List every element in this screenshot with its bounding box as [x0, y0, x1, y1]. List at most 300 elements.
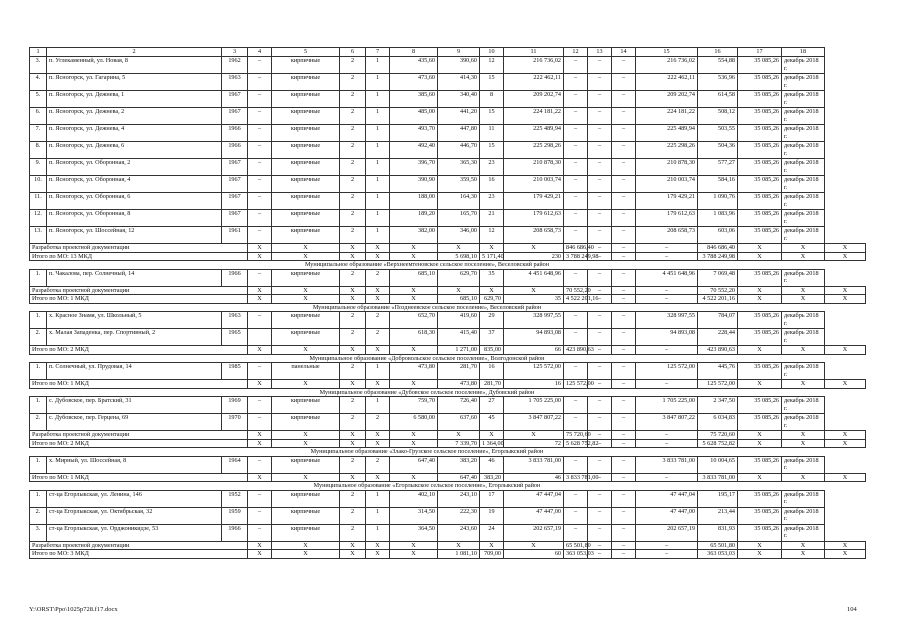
table-cell: 3 833 781,00 — [504, 456, 564, 473]
table-cell: 504,36 — [698, 142, 738, 159]
table-cell: 340,40 — [438, 91, 480, 108]
table-cell: декабрь 2018 г. — [782, 269, 825, 286]
table-cell: 2 — [340, 74, 366, 91]
address-cell: п. Ясногорск, ул. Дежнева, 2 — [47, 108, 222, 125]
address-cell: х. Малая Западенка, пер. Спортивный, 2 — [47, 329, 222, 346]
table-cell: декабрь 2018 г. — [782, 125, 825, 142]
table-row — [30, 91, 866, 108]
summary-cell: – — [588, 252, 612, 261]
table-cell: 10 004,65 — [698, 456, 738, 473]
address-cell: ст-ца Егорлыкская, ул. Орджоникидзе, 53 — [47, 524, 222, 541]
table-cell: 179 612,63 — [504, 210, 564, 227]
table-cell: 1 — [366, 159, 390, 176]
table-cell: 224 181,22 — [636, 108, 698, 125]
summary-cell: – — [612, 244, 636, 253]
summary-cell: 125 572,00 — [698, 380, 738, 389]
table-cell: 784,07 — [698, 312, 738, 329]
section-title: Муниципальное образование «Злако-Грузское сельское поселение», Егорлыкский район — [30, 448, 825, 457]
table-cell: – — [248, 227, 272, 244]
table-cell: 29 — [480, 312, 504, 329]
table-cell: 47 447,04 — [636, 490, 698, 507]
table-cell: 8. — [30, 142, 47, 159]
table-cell: 1 — [366, 524, 390, 541]
summary-cell: X — [272, 541, 340, 550]
table-cell: 179 429,21 — [636, 193, 698, 210]
summary-cell: X — [738, 550, 782, 559]
table-cell: – — [588, 159, 612, 176]
summary-cell: X — [272, 380, 340, 389]
summary-cell: 1 271,00 — [438, 346, 480, 355]
summary-cell: X — [248, 295, 272, 304]
table-cell: 225 298,26 — [504, 142, 564, 159]
table-cell: 346,00 — [438, 227, 480, 244]
summary-cell: X — [272, 252, 340, 261]
table-cell: 446,70 — [438, 142, 480, 159]
table-cell: кирпичные — [272, 210, 340, 227]
summary-label: Итого по МО: 1 МКД — [30, 380, 248, 389]
table-cell: 4 451 648,96 — [636, 269, 698, 286]
summary-cell: – — [588, 244, 612, 253]
table-cell: – — [588, 57, 612, 74]
summary-cell: X — [782, 431, 825, 440]
table-cell: 759,70 — [390, 397, 438, 414]
header-cell: 16 — [698, 48, 738, 57]
table-cell: – — [564, 329, 588, 346]
table-cell: – — [564, 312, 588, 329]
table-cell: 202 657,19 — [504, 524, 564, 541]
table-cell: – — [612, 507, 636, 524]
table-cell: 2 — [340, 414, 366, 431]
summary-cell: – — [612, 346, 636, 355]
table-cell: 2 347,50 — [698, 397, 738, 414]
address-cell: ст-ца Егорлыкская, ул. Октябрьская, 32 — [47, 507, 222, 524]
table-cell: – — [564, 227, 588, 244]
table-cell: 603,06 — [698, 227, 738, 244]
table-cell: 21 — [480, 210, 504, 227]
section-title: Муниципальное образование «Верхнеемтеновское сельское поселение», Веселовский район — [30, 261, 825, 270]
table-cell: – — [564, 456, 588, 473]
summary-cell: X — [390, 244, 438, 253]
summary-cell: X — [438, 431, 480, 440]
table-cell: 37 — [480, 329, 504, 346]
table-cell: – — [588, 456, 612, 473]
summary-cell: X — [248, 431, 272, 440]
table-cell: декабрь 2018 г. — [782, 414, 825, 431]
table-cell: декабрь 2018 г. — [782, 490, 825, 507]
table-cell: 35 085,26 — [738, 176, 782, 193]
summary-label: Итого по МО: 2 МКД — [30, 439, 248, 448]
summary-cell: X — [366, 541, 390, 550]
table-cell: – — [564, 210, 588, 227]
summary-cell: 709,00 — [480, 550, 504, 559]
header-cell: 8 — [390, 48, 438, 57]
summary-cell: 75 720,60 — [698, 431, 738, 440]
table-cell: 647,40 — [390, 456, 438, 473]
table-cell: 243,60 — [438, 524, 480, 541]
summary-label: Итого по МО: 1 МКД — [30, 295, 248, 304]
table-cell: 1965 — [222, 329, 248, 346]
table-cell: 1967 — [222, 210, 248, 227]
table-cell: – — [588, 142, 612, 159]
summary-cell: – — [636, 286, 698, 295]
header-cell: 2 — [47, 48, 222, 57]
table-cell: – — [588, 397, 612, 414]
header-cell: 10 — [480, 48, 504, 57]
address-cell: п. Ясногорск, ул. Дежнева, 4 — [47, 125, 222, 142]
table-cell: – — [564, 193, 588, 210]
table-cell: 2 — [366, 329, 390, 346]
table-cell: – — [588, 74, 612, 91]
table-cell: кирпичные — [272, 312, 340, 329]
summary-cell: – — [612, 431, 636, 440]
table-cell: – — [248, 176, 272, 193]
table-cell: – — [248, 269, 272, 286]
table-cell: 2 — [340, 91, 366, 108]
summary-cell: X — [390, 431, 438, 440]
summary-cell: X — [825, 550, 866, 559]
table-cell: – — [612, 363, 636, 380]
table-cell: 6 034,83 — [698, 414, 738, 431]
address-cell: с. Дубовское, пер. Герцена, 69 — [47, 414, 222, 431]
summary-cell: – — [636, 541, 698, 550]
summary-row — [30, 380, 866, 389]
table-cell: 47 447,00 — [504, 507, 564, 524]
table-cell: – — [564, 74, 588, 91]
table-cell: 35 — [480, 269, 504, 286]
table-cell: 35 085,26 — [738, 125, 782, 142]
table-cell: 2 — [340, 210, 366, 227]
summary-cell: X — [248, 252, 272, 261]
summary-cell: X — [738, 541, 782, 550]
summary-row — [30, 473, 866, 482]
summary-cell: 3 833 781,00 — [564, 473, 588, 482]
summary-cell: – — [636, 473, 698, 482]
table-cell: декабрь 2018 г. — [782, 210, 825, 227]
summary-cell: X — [738, 244, 782, 253]
summary-cell: – — [636, 550, 698, 559]
table-cell: – — [248, 210, 272, 227]
summary-cell: X — [825, 346, 866, 355]
summary-cell: X — [825, 541, 866, 550]
header-cell: 15 — [636, 48, 698, 57]
table-cell: – — [612, 108, 636, 125]
table-cell: декабрь 2018 г. — [782, 108, 825, 125]
summary-cell: – — [636, 346, 698, 355]
table-cell: 2 — [340, 490, 366, 507]
summary-cell: X — [825, 380, 866, 389]
table-cell: 382,00 — [390, 227, 438, 244]
address-cell: п. Ясногорск, ул. Оборонная, 2 — [47, 159, 222, 176]
table-cell: 1985 — [222, 363, 248, 380]
table-row — [30, 456, 866, 473]
table-cell: декабрь 2018 г. — [782, 159, 825, 176]
summary-cell: X — [738, 286, 782, 295]
summary-cell: X — [366, 473, 390, 482]
table-cell: 1 — [366, 193, 390, 210]
table-cell: 6. — [30, 108, 47, 125]
table-cell: – — [612, 227, 636, 244]
summary-cell: X — [738, 252, 782, 261]
table-cell: 35 085,26 — [738, 414, 782, 431]
table-cell: – — [588, 490, 612, 507]
table-cell: декабрь 2018 г. — [782, 363, 825, 380]
table-cell: 1969 — [222, 397, 248, 414]
section-title: Муниципальное образование «Дубовское сельское поселение», Дубовский район — [30, 388, 825, 397]
table-cell: 831,93 — [698, 524, 738, 541]
summary-cell: X — [782, 550, 825, 559]
summary-cell: 60 — [504, 550, 564, 559]
table-cell: декабрь 2018 г. — [782, 193, 825, 210]
table-cell: 492,40 — [390, 142, 438, 159]
table-cell: 208 658,73 — [636, 227, 698, 244]
table-cell: 2 — [340, 176, 366, 193]
table-cell: кирпичные — [272, 227, 340, 244]
summary-cell: X — [390, 473, 438, 482]
table-cell: – — [588, 414, 612, 431]
table-cell: 584,16 — [698, 176, 738, 193]
table-cell: 12. — [30, 210, 47, 227]
address-cell: п. Ясногорск, ул. Оборонная, 4 — [47, 176, 222, 193]
header-row — [30, 48, 866, 57]
table-row — [30, 57, 866, 74]
table-row — [30, 269, 866, 286]
table-cell: 125 572,00 — [636, 363, 698, 380]
summary-cell: X — [340, 295, 366, 304]
table-cell: 637,60 — [438, 414, 480, 431]
header-cell: 13 — [588, 48, 612, 57]
address-cell: п. Ясногорск, ул. Дежнева, 6 — [47, 142, 222, 159]
summary-cell: X — [825, 295, 866, 304]
table-cell: 35 085,26 — [738, 91, 782, 108]
summary-row — [30, 541, 866, 550]
header-cell: 1 — [30, 48, 47, 57]
table-cell — [248, 329, 272, 346]
table-cell: 2 — [340, 108, 366, 125]
table-cell: 2 — [340, 397, 366, 414]
summary-cell: 5 628 752,82 — [698, 439, 738, 448]
summary-row — [30, 295, 866, 304]
section-title: Муниципальное образование «Егорлыкское сельское поселение», Егорлыкский район — [30, 482, 825, 491]
section-row — [30, 448, 866, 457]
table-cell: – — [564, 125, 588, 142]
summary-cell: 72 — [504, 439, 564, 448]
table-cell: 414,30 — [438, 74, 480, 91]
table-cell: 11 — [480, 125, 504, 142]
summary-cell: – — [636, 439, 698, 448]
table-cell: – — [612, 57, 636, 74]
table-cell: кирпичные — [272, 414, 340, 431]
summary-cell: 70 552,20 — [564, 286, 588, 295]
table-cell: – — [588, 210, 612, 227]
table-row — [30, 490, 866, 507]
table-cell: кирпичные — [272, 507, 340, 524]
table-cell: 365,30 — [438, 159, 480, 176]
table-cell: кирпичные — [272, 142, 340, 159]
address-cell: п. Ясногорск, ул. Гагарина, 5 — [47, 74, 222, 91]
summary-cell: – — [588, 550, 612, 559]
table-cell: 13. — [30, 227, 47, 244]
table-cell: 27 — [480, 397, 504, 414]
table-cell: 447,80 — [438, 125, 480, 142]
table-cell: 2 — [366, 456, 390, 473]
summary-cell: – — [588, 431, 612, 440]
summary-cell: X — [480, 541, 504, 550]
table-cell: 11. — [30, 193, 47, 210]
summary-cell: X — [248, 244, 272, 253]
header-cell: 4 — [248, 48, 272, 57]
address-cell: п. Ясногорск, ул. Шоссейная, 12 — [47, 227, 222, 244]
summary-cell: X — [825, 439, 866, 448]
table-cell: – — [564, 414, 588, 431]
table-cell: 2. — [30, 414, 47, 431]
table-cell: 383,20 — [438, 456, 480, 473]
table-cell: 2 — [340, 456, 366, 473]
summary-row — [30, 431, 866, 440]
file-path: Y:\ORST\Ppo\1025p728.f17.docx — [29, 606, 118, 613]
table-cell: 726,40 — [438, 397, 480, 414]
summary-cell: X — [738, 473, 782, 482]
table-cell: – — [564, 91, 588, 108]
table-cell: 1967 — [222, 193, 248, 210]
table-cell: 210 878,30 — [504, 159, 564, 176]
summary-cell: X — [340, 431, 366, 440]
summary-cell: X — [825, 473, 866, 482]
table-cell: – — [564, 176, 588, 193]
table-cell: 441,20 — [438, 108, 480, 125]
table-cell: 228,44 — [698, 329, 738, 346]
table-cell: 35 085,26 — [738, 456, 782, 473]
table-cell: 5. — [30, 91, 47, 108]
table-cell: – — [564, 507, 588, 524]
table-cell: 94 893,08 — [636, 329, 698, 346]
table-cell: 35 085,26 — [738, 507, 782, 524]
summary-cell: 423 890,63 — [564, 346, 588, 355]
summary-cell: X — [738, 380, 782, 389]
table-cell: 1961 — [222, 227, 248, 244]
summary-cell: X — [825, 252, 866, 261]
table-cell: – — [248, 125, 272, 142]
table-cell: 195,17 — [698, 490, 738, 507]
header-cell: 18 — [782, 48, 825, 57]
summary-cell: X — [248, 439, 272, 448]
table-row — [30, 74, 866, 91]
table-cell: – — [248, 363, 272, 380]
table-cell: 1 083,96 — [698, 210, 738, 227]
table-cell: 1 — [366, 210, 390, 227]
summary-cell: 3 788 249,98 — [698, 252, 738, 261]
summary-cell: 75 720,60 — [564, 431, 588, 440]
table-cell: – — [248, 397, 272, 414]
table-cell: – — [612, 176, 636, 193]
summary-cell: X — [366, 252, 390, 261]
table-cell: – — [248, 142, 272, 159]
summary-cell: – — [636, 295, 698, 304]
table-cell: 179 429,21 — [504, 193, 564, 210]
table-cell: 224 181,22 — [504, 108, 564, 125]
header-cell: 9 — [438, 48, 480, 57]
summary-cell: 629,70 — [480, 295, 504, 304]
summary-cell: X — [738, 346, 782, 355]
table-cell: 385,60 — [390, 91, 438, 108]
summary-cell: X — [504, 286, 564, 295]
table-cell: 1963 — [222, 74, 248, 91]
table-cell: – — [612, 456, 636, 473]
table-cell: 213,44 — [698, 507, 738, 524]
section-row — [30, 261, 866, 270]
table-cell: 209 202,74 — [636, 91, 698, 108]
summary-cell: X — [480, 431, 504, 440]
summary-cell: 281,70 — [480, 380, 504, 389]
table-cell: декабрь 2018 г. — [782, 312, 825, 329]
table-cell: 225 489,94 — [504, 125, 564, 142]
summary-cell: X — [272, 295, 340, 304]
table-cell: 3. — [30, 524, 47, 541]
table-cell: – — [564, 524, 588, 541]
table-cell: 3. — [30, 57, 47, 74]
table-cell: 1. — [30, 456, 47, 473]
table-cell: 1 — [366, 507, 390, 524]
table-cell: 685,10 — [390, 269, 438, 286]
table-cell: 1966 — [222, 125, 248, 142]
summary-cell: 5 698,10 — [438, 252, 480, 261]
table-cell: 225 298,26 — [636, 142, 698, 159]
table-cell: 35 085,26 — [738, 74, 782, 91]
table-cell: 1. — [30, 490, 47, 507]
summary-cell: 125 572,00 — [564, 380, 588, 389]
header-cell: 3 — [222, 48, 248, 57]
summary-row — [30, 439, 866, 448]
summary-cell: X — [340, 286, 366, 295]
table-row — [30, 227, 866, 244]
table-cell: декабрь 2018 г. — [782, 176, 825, 193]
table-cell: 1952 — [222, 490, 248, 507]
summary-cell: 1 364,00 — [480, 439, 504, 448]
summary-cell: 46 — [504, 473, 564, 482]
header-cell: 14 — [612, 48, 636, 57]
header-cell: 7 — [366, 48, 390, 57]
summary-cell: 3 833 781,00 — [698, 473, 738, 482]
table-cell: 12 — [480, 227, 504, 244]
table-cell: 1. — [30, 363, 47, 380]
table-cell: 1 — [366, 227, 390, 244]
table-cell: 9. — [30, 159, 47, 176]
table-cell: 419,60 — [438, 312, 480, 329]
table-cell: 1966 — [222, 269, 248, 286]
table-cell: – — [248, 456, 272, 473]
summary-cell: – — [636, 244, 698, 253]
table-cell: – — [564, 108, 588, 125]
table-cell: 24 — [480, 524, 504, 541]
summary-cell: X — [782, 380, 825, 389]
table-cell: 508,12 — [698, 108, 738, 125]
table-cell: 16 — [480, 363, 504, 380]
summary-cell: X — [340, 380, 366, 389]
summary-cell: 647,40 — [438, 473, 480, 482]
summary-cell: X — [366, 244, 390, 253]
table-row — [30, 142, 866, 159]
table-cell: – — [564, 57, 588, 74]
table-row — [30, 329, 866, 346]
table-cell: 2 — [340, 159, 366, 176]
table-cell: 3 847 807,22 — [636, 414, 698, 431]
table-cell: 2 — [340, 329, 366, 346]
table-cell: декабрь 2018 г. — [782, 57, 825, 74]
table-cell: кирпичные — [272, 125, 340, 142]
summary-cell: X — [340, 252, 366, 261]
summary-cell: X — [504, 244, 564, 253]
table-cell: 493,70 — [390, 125, 438, 142]
summary-cell: – — [588, 346, 612, 355]
